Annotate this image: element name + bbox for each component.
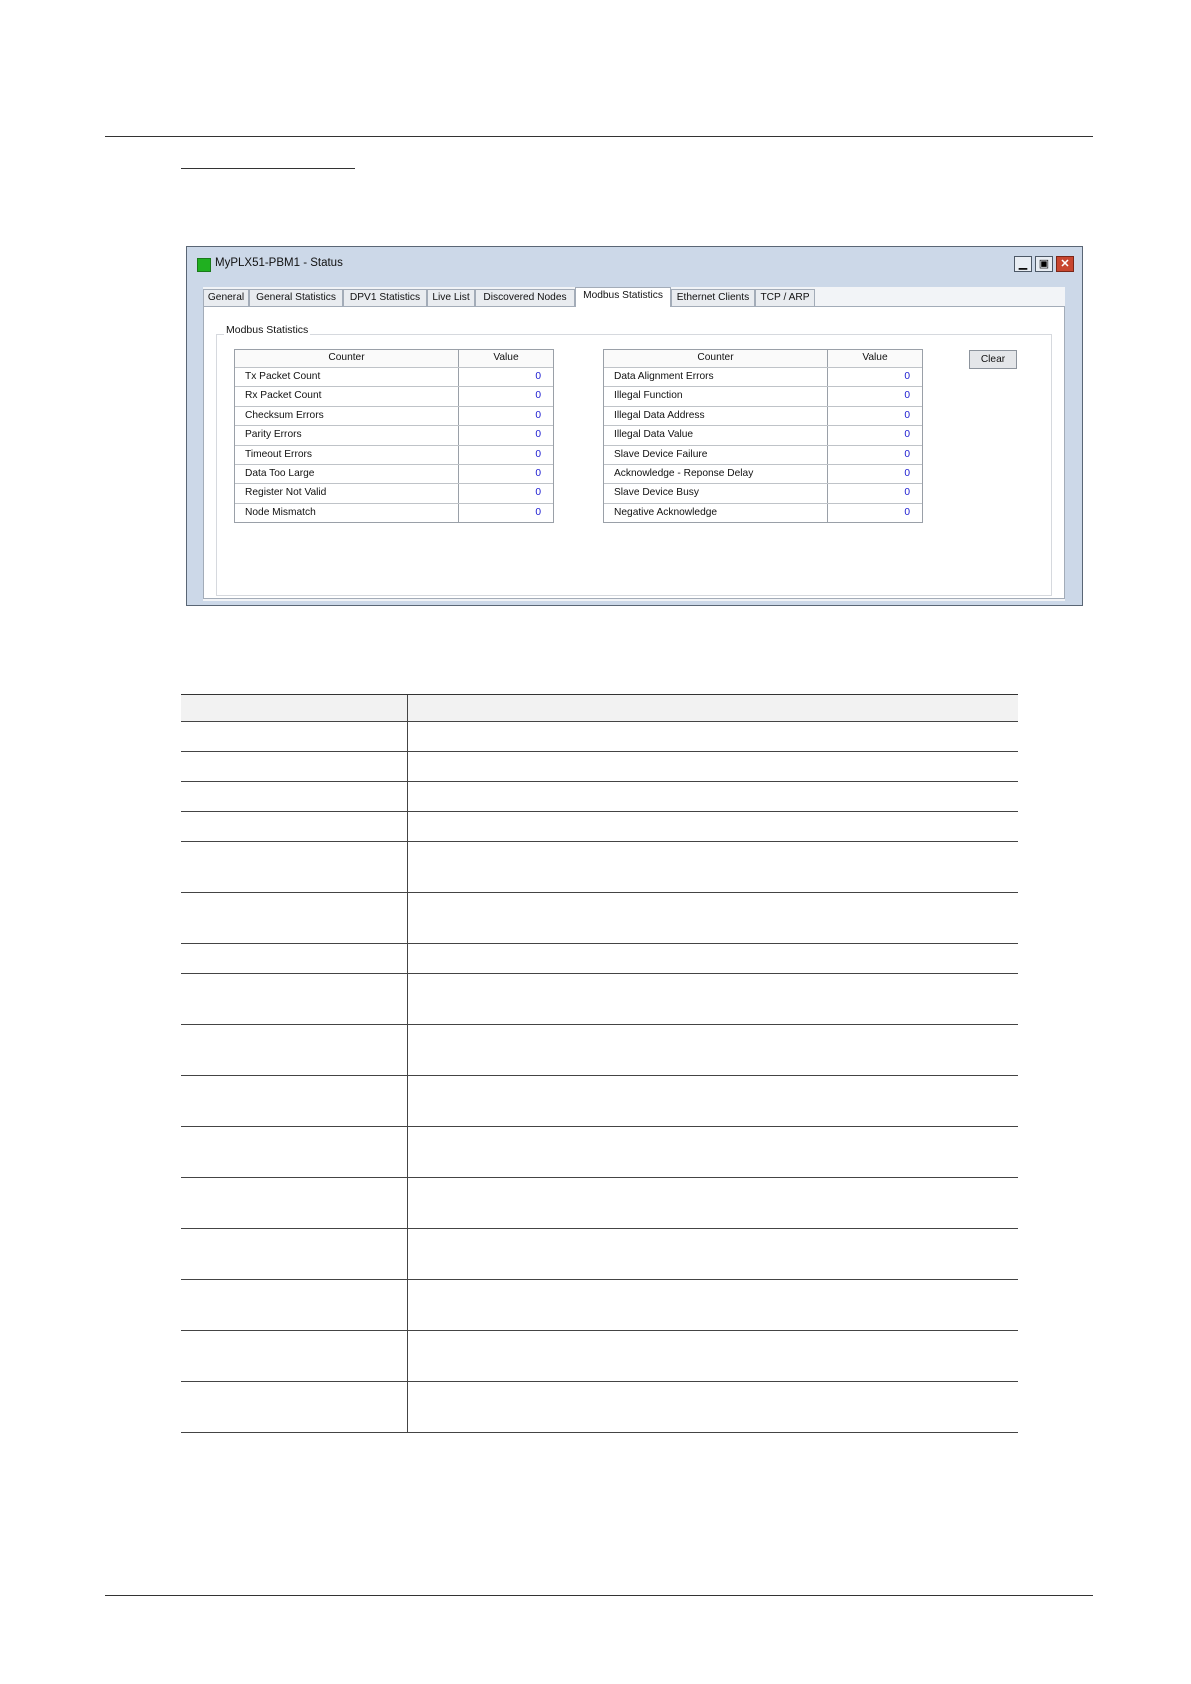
counter-value: 0	[535, 467, 541, 479]
table-row[interactable]	[235, 503, 553, 522]
counter-name: Illegal Data Value	[604, 426, 828, 444]
counter-name: Illegal Data Address	[604, 407, 828, 425]
description-row	[181, 944, 1018, 974]
counter-value: 0	[904, 429, 910, 441]
description-row	[181, 1178, 1018, 1229]
window-content	[203, 287, 1065, 601]
counter-name: Tx Packet Count	[235, 368, 459, 386]
column-divider	[407, 1178, 408, 1228]
counter-value: 0	[535, 409, 541, 421]
counter-name: Parity Errors	[235, 426, 459, 444]
column-header-value[interactable]: Value	[493, 352, 519, 363]
table-row[interactable]	[604, 483, 922, 502]
counter-name: Negative Acknowledge	[604, 504, 828, 522]
column-divider	[407, 782, 408, 811]
table-row[interactable]	[235, 406, 553, 425]
description-row	[181, 1127, 1018, 1178]
counter-name: Slave Device Failure	[604, 446, 828, 464]
column-header-value[interactable]: Value	[862, 352, 888, 363]
clear-button[interactable]: Clear	[969, 350, 1017, 369]
description-table	[181, 694, 1018, 1433]
status-window	[186, 246, 1083, 606]
counter-name: Data Alignment Errors	[604, 368, 828, 386]
tab-strip	[203, 287, 1065, 305]
column-divider	[407, 752, 408, 781]
column-divider	[407, 1331, 408, 1381]
counter-value: 0	[904, 506, 910, 518]
table-row[interactable]	[604, 464, 922, 483]
tab-general[interactable]: General	[203, 289, 249, 306]
status-indicator-icon	[197, 258, 211, 272]
description-row	[181, 974, 1018, 1025]
table-row[interactable]	[604, 503, 922, 522]
counter-value: 0	[904, 487, 910, 499]
table-header	[604, 350, 922, 367]
description-row	[181, 1331, 1018, 1382]
counter-value: 0	[904, 467, 910, 479]
counter-name: Timeout Errors	[235, 446, 459, 464]
minimize-button[interactable]: ▁	[1014, 256, 1032, 272]
description-row	[181, 782, 1018, 812]
close-button[interactable]: ✕	[1056, 256, 1074, 272]
title-bar[interactable]	[187, 247, 1082, 275]
description-row	[181, 752, 1018, 782]
description-table-header	[181, 694, 1018, 722]
counter-name: Slave Device Busy	[604, 484, 828, 502]
column-header-counter[interactable]: Counter	[604, 350, 828, 367]
table-row[interactable]	[235, 386, 553, 405]
table-row[interactable]	[235, 445, 553, 464]
counter-value: 0	[535, 390, 541, 402]
tab-dpv1-statistics[interactable]: DPV1 Statistics	[343, 289, 427, 306]
counter-value: 0	[904, 409, 910, 421]
counter-name: Acknowledge - Reponse Delay	[604, 465, 828, 483]
table-row[interactable]	[235, 483, 553, 502]
description-row	[181, 1280, 1018, 1331]
column-divider	[407, 812, 408, 841]
counter-table-left	[234, 349, 554, 523]
description-row	[181, 893, 1018, 944]
table-row[interactable]	[235, 464, 553, 483]
table-row[interactable]	[604, 386, 922, 405]
description-row	[181, 722, 1018, 752]
counter-table-right	[603, 349, 923, 523]
page-footer-rule	[105, 1595, 1093, 1596]
table-header	[235, 350, 553, 367]
column-divider	[407, 974, 408, 1024]
tab-ethernet-clients[interactable]: Ethernet Clients	[671, 289, 755, 306]
table-row[interactable]	[235, 367, 553, 386]
column-divider	[407, 1229, 408, 1279]
description-row	[181, 1382, 1018, 1433]
counter-value: 0	[535, 487, 541, 499]
counter-name: Register Not Valid	[235, 484, 459, 502]
table-row[interactable]	[604, 367, 922, 386]
window-title: MyPLX51-PBM1 - Status	[215, 257, 343, 269]
counter-value: 0	[904, 448, 910, 460]
section-heading-underline	[181, 168, 355, 169]
column-divider	[407, 695, 408, 721]
table-row[interactable]	[235, 425, 553, 444]
counter-value: 0	[904, 371, 910, 382]
counter-name: Rx Packet Count	[235, 387, 459, 405]
counter-name: Data Too Large	[235, 465, 459, 483]
description-row	[181, 1229, 1018, 1280]
table-row[interactable]	[604, 425, 922, 444]
tab-tcp-arp[interactable]: TCP / ARP	[755, 289, 815, 306]
column-divider	[407, 893, 408, 943]
counter-value: 0	[535, 371, 541, 382]
column-header-counter[interactable]: Counter	[235, 350, 459, 367]
counter-value: 0	[535, 506, 541, 518]
tab-discovered-nodes[interactable]: Discovered Nodes	[475, 289, 575, 306]
column-divider	[407, 944, 408, 973]
tab-panel-modbus-statistics	[203, 306, 1065, 599]
counter-name: Node Mismatch	[235, 504, 459, 522]
table-row[interactable]	[604, 445, 922, 464]
counter-name: Checksum Errors	[235, 407, 459, 425]
counter-value: 0	[535, 429, 541, 441]
page-header-rule	[105, 136, 1093, 137]
description-row	[181, 812, 1018, 842]
group-label: Modbus Statistics	[226, 324, 309, 336]
column-divider	[407, 1127, 408, 1177]
column-divider	[407, 722, 408, 751]
description-row	[181, 1025, 1018, 1076]
description-row	[181, 1076, 1018, 1127]
column-divider	[407, 842, 408, 892]
counter-value: 0	[904, 390, 910, 402]
counter-value: 0	[535, 448, 541, 460]
tab-live-list[interactable]: Live List	[427, 289, 475, 306]
description-row	[181, 842, 1018, 893]
tab-general-statistics[interactable]: General Statistics	[249, 289, 343, 306]
column-divider	[407, 1382, 408, 1432]
counter-name: Illegal Function	[604, 387, 828, 405]
table-row[interactable]	[604, 406, 922, 425]
column-divider	[407, 1076, 408, 1126]
tab-modbus-statistics[interactable]: Modbus Statistics	[575, 287, 671, 307]
column-divider	[407, 1025, 408, 1075]
maximize-button[interactable]: ▣	[1035, 256, 1053, 272]
column-divider	[407, 1280, 408, 1330]
